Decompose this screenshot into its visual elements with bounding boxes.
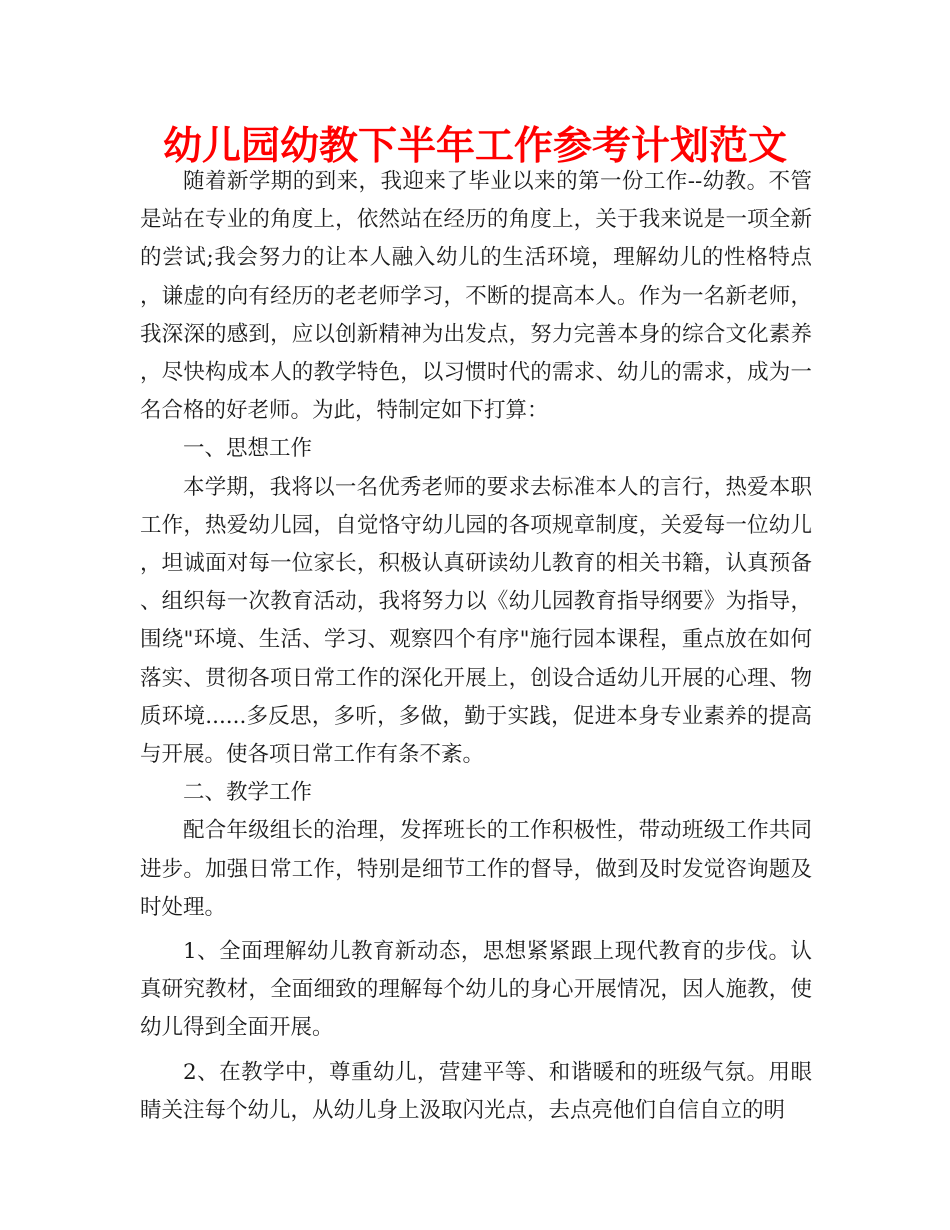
document-title: 幼儿园幼教下半年工作参考计划范文	[162, 124, 787, 169]
section-heading-ideology: 一、思想工作	[183, 436, 313, 462]
list-item-2: 2、在教学中，尊重幼儿，营建平等、和谐暖和的班级气氛。用眼睛关注每个幼儿，从幼儿身上汲取闪光点，去点亮他们自信自立的明	[140, 1059, 812, 1123]
paragraph-intro: 随着新学期的到来，我迎来了毕业以来的第一份工作--幼教。不管是站在专业的角度上，依然站在经历的角度上，关于我来说是一项全新的尝试;我会努力的让本人融入幼儿的生活环境，理解幼儿的性格特点，谦虚的向有经历的老老师学习，不断的提高本人。作为一名新老师，我深深的感到，应以创新精神为出发点，努力完善本身的综合文化素养，尽快构成本人的教学特色，以习惯时代的需求、幼儿的需求，成为一名合格的好老师。为此，特制定如下打算：	[140, 169, 812, 424]
document-body	[140, 163, 812, 1130]
paragraph-ideology: 本学期，我将以一名优秀老师的要求去标准本人的言行，热爱本职工作，热爱幼儿园，自觉恪守幼儿园的各项规章制度，关爱每一位幼儿，坦诚面对每一位家长，积极认真研读幼儿教育的相关书籍，认真预备、组织每一次教育活动，我将努力以《幼儿园教育指导纲要》为指导，围绕"环境、生活、学习、观察四个有序"施行园本课程，重点放在如何落实、贯彻各项日常工作的深化开展上，创设合适幼儿开展的心理、物质环境......多反思，多听，多做，勤于实践，促进本身专业素养的提高与开展。使各项日常工作有条不紊。	[140, 474, 812, 768]
list-item-1: 1、全面理解幼儿教育新动态，思想紧紧跟上现代教育的步伐。认真研究教材，全面细致的理解每个幼儿的身心开展情况，因人施教，使幼儿得到全面开展。	[140, 939, 812, 1041]
section-heading-teaching: 二、教学工作	[183, 780, 313, 806]
paragraph-teaching: 配合年级组长的治理，发挥班长的工作积极性，带动班级工作共同进步。加强日常工作，特别是细节工作的督导，做到及时发觉咨询题及时处理。	[140, 818, 812, 920]
